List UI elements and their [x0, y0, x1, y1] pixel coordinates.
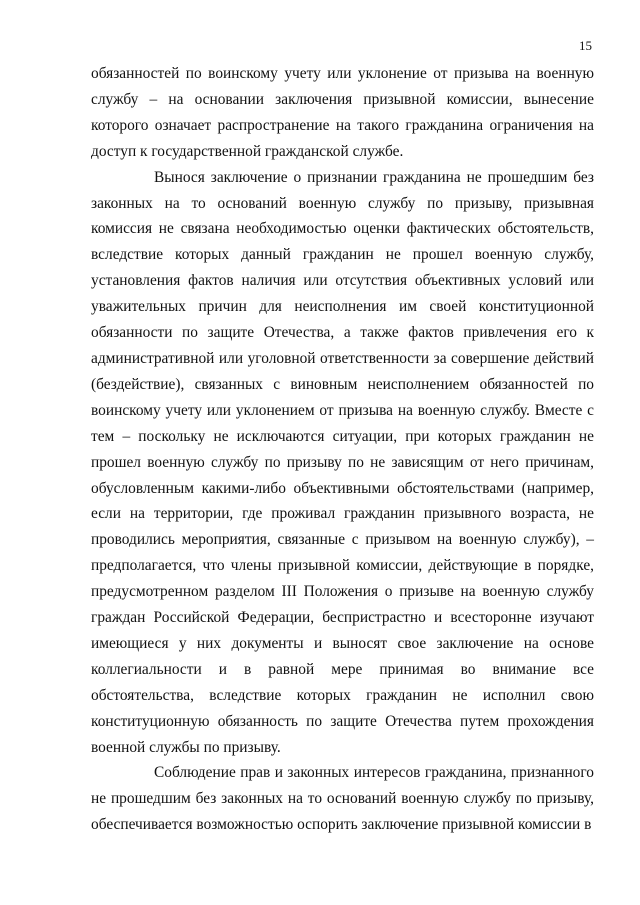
paragraph-rights-protection: Соблюдение прав и законных интересов гражданина, признанного не прошедшим без законных на то оснований военную службу по призыву, обеспечивается возможностью оспорить заключение призывной комиссии в [91, 764, 594, 834]
paragraph-conscription-commission: Вынося заключение о признании гражданина не прошедшим без законных на то оснований военную службу по призыву, призывная комиссия не связана необходимостью оценки фактических обстоятельств, вследствие которых данный гражданин не прошел военную службу, установления фактов наличия или отсутствия объективных условий или уважительных причин для неисполнения им своей конституционной обязанности по защите Отечества, а также фактов привлечения его к административной или уголовной ответственности за совершение действий (бездействие), связанных с виновным неисполнением обязанностей по воинскому учету или уклонением от призыва на военную службу. Вместе с тем – поскольку не исключаются ситуации, при которых гражданин не прошел военную службу по призыву по не зависящим от него причинам, обусловленным какими-либо объективными обстоятельствами (например, если на территории, где проживал гражданин призывного возраста, не проводились мероприятия, связанные с призывом на военную службу), – предполагается, что члены призывной комиссии, действующие в порядке, предусмотренном разделом III Положения о призыве на военную службу граждан Российской Федерации, беспристрастно и всесторонне изучают имеющиеся у них документы и выносят свое заключение на основе коллегиальности и в равной мере принимая во внимание все обстоятельства, вследствие которых гражданин не исполнил свою конституционную обязанность по защите Отечества путем прохождения военной службы по призыву. [91, 168, 594, 756]
paragraph-continuation: обязанностей по воинскому учету или уклонение от призыва на военную службу – на основании заключения призывной комиссии, вынесение которого означает распространение на такого гражданина ограничения на доступ к государственной гражданской службе. [91, 65, 594, 160]
document-body [91, 61, 594, 838]
page-number: 15 [579, 38, 592, 53]
